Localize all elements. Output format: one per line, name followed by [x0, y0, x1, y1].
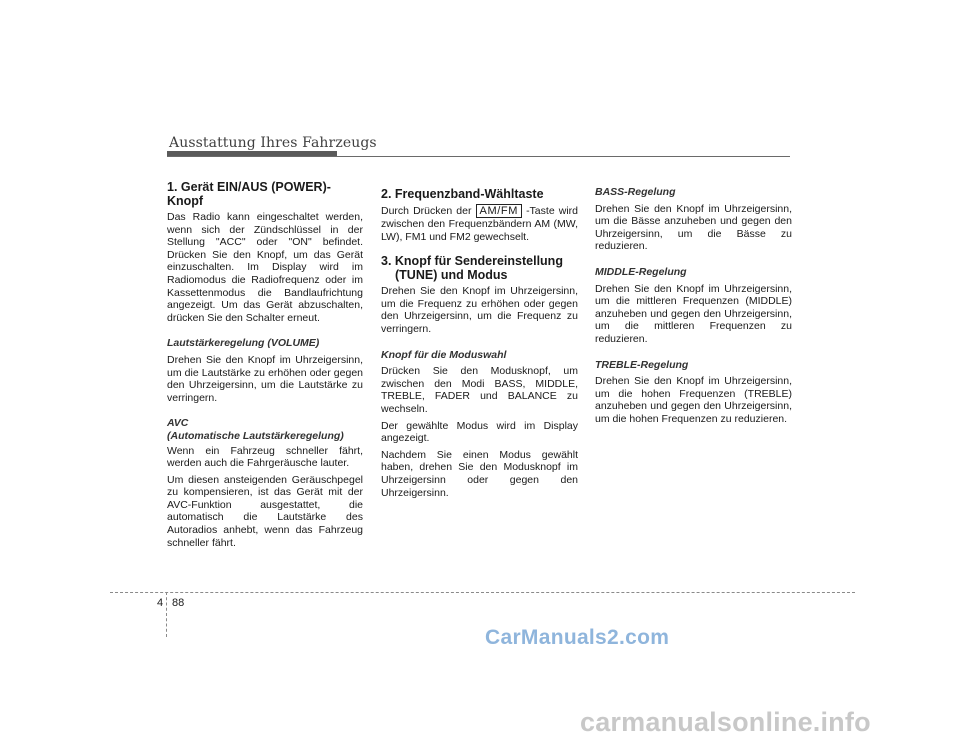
paragraph-power: Das Radio kann eingeschaltet werden, wenn sich der Zündschlüssel in der Stellung "ACC" oder "ON" befindet. Drücken Sie den Knopf, um das Gerät einzuschalten. Im Display wird im Radiomodus die Radiofrequenz oder im Kassettenmodus die Bandlaufrichtung angezeigt. Um das Gerät abzuschalten, drücken Sie den Schalter erneut.	[167, 211, 363, 324]
paragraph-avc-1: Wenn ein Fahrzeug schneller fährt, werden auch die Fahrgeräusche lauter.	[167, 444, 363, 470]
band-text-pre: Durch Drücken der	[381, 205, 476, 217]
subheading-mode: Knopf für die Moduswahl	[381, 348, 507, 361]
subheading-treble: TREBLE-Regelung	[595, 358, 689, 371]
am-fm-button-label: AM/FM	[476, 204, 522, 218]
paragraph-middle: Drehen Sie den Knopf im Uhrzeigersinn, um die mittleren Frequenzen (MIDDLE) anzuheben und gegen den Uhrzeigersinn, um die mittleren Frequenzen zu reduzieren.	[595, 282, 792, 345]
heading-power-knob: 1. Gerät EIN/AUS (POWER)-Knopf	[167, 180, 331, 208]
heading-tune-line1: 3. Knopf für Sendereinstellung	[381, 254, 563, 269]
paragraph-mode-1: Drücken Sie den Modusknopf, um zwischen den Modi BASS, MIDDLE, TREBLE, FADER und BALANCE zu wechseln.	[381, 365, 578, 415]
column-left	[167, 180, 363, 553]
heading-band-button: 2. Frequenzband-Wähltaste	[381, 187, 544, 201]
footer-dashed-rule	[110, 592, 855, 593]
watermark-carmanualsonline: carmanualsonline.info	[580, 707, 871, 737]
page-number: 88	[172, 597, 185, 609]
paragraph-tune: Drehen Sie den Knopf im Uhrzeigersinn, um die Frequenz zu erhöhen oder gegen den Uhrzeigersinn, um die Frequenz zu verringern.	[381, 285, 578, 335]
footer-dashed-divider	[166, 592, 167, 637]
band-text-post: -Taste wird zwischen den Frequenzbändern AM (MW, LW), FM1 und FM2 gewechselt.	[381, 205, 578, 243]
page-section-number: 4	[157, 597, 164, 609]
header-rule	[167, 156, 790, 157]
watermark-carmanuals2: CarManuals2.com	[485, 626, 670, 649]
paragraph-treble: Drehen Sie den Knopf im Uhrzeigersinn, um die hohen Frequenzen (TREBLE) anzuheben und gegen den Uhrzeigersinn, um die hohen Frequenzen zu reduzieren.	[595, 375, 792, 425]
subheading-volume: Lautstärkeregelung (VOLUME)	[167, 337, 320, 350]
subheading-middle: MIDDLE-Regelung	[595, 265, 687, 278]
header-title: Ausstattung Ihres Fahrzeugs	[169, 135, 377, 151]
subheading-avc-line2: (Automatische Lautstärkeregelung)	[167, 429, 344, 442]
subheading-bass: BASS-Regelung	[595, 186, 676, 198]
paragraph-bass: Drehen Sie den Knopf im Uhrzeigersinn, um die Bässe anzuheben und gegen den Uhrzeigersinn, um die Bässe zu reduzieren.	[595, 202, 792, 253]
column-middle	[381, 180, 578, 503]
heading-tune-line2: (TUNE) und Modus	[395, 268, 508, 283]
column-right	[595, 180, 792, 430]
heading-tune-knob	[381, 254, 578, 282]
paragraph-mode-2: Der gewählte Modus wird im Display angezeigt.	[381, 419, 578, 445]
paragraph-avc-2: Um diesen ansteigenden Geräuschpegel zu kompensieren, ist das Gerät mit der AVC-Funktion ausgestattet, die automatisch die Lautstärke des Autoradios anhebt, wenn das Fahrzeug schneller fährt.	[167, 473, 363, 549]
subheading-avc	[167, 417, 363, 442]
paragraph-band	[381, 204, 578, 243]
paragraph-mode-3: Nachdem Sie einen Modus gewählt haben, drehen Sie den Modusknopf im Uhrzeigersinn oder gegen den Uhrzeigersinn.	[381, 448, 578, 499]
paragraph-volume: Drehen Sie den Knopf im Uhrzeigersinn, um die Lautstärke zu erhöhen oder gegen den Uhrzeigersinn, um die Lautstärke zu verringern.	[167, 353, 363, 404]
subheading-avc-line1: AVC	[167, 417, 189, 430]
